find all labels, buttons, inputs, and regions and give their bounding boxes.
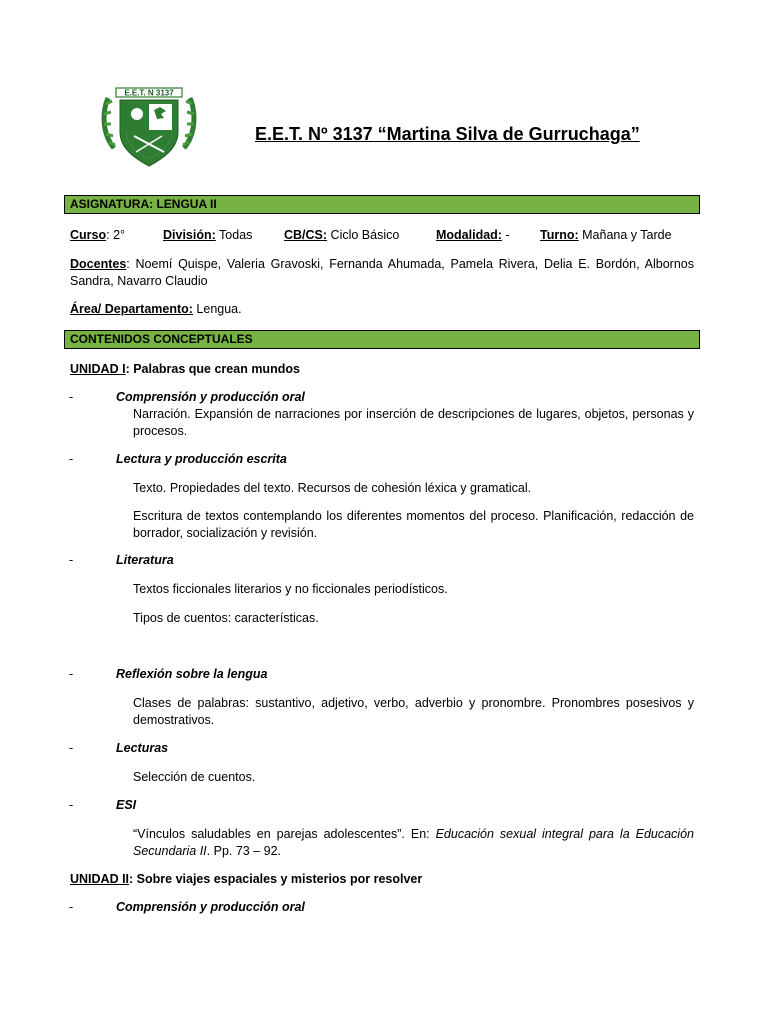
division-value: Todas [215,228,253,242]
section-topic: Comprensión y producción oral [116,390,305,404]
section-topic: Lectura y producción escrita [116,452,287,466]
curso-field [70,228,125,242]
section-dash: - [69,667,74,681]
area-value: Lengua. [192,302,242,316]
curso-label: Curso [70,228,107,242]
section-item: Tipos de cuentos: características. [133,611,319,625]
area-label: Área/ Departamento: [70,302,193,316]
section-topic: Reflexión sobre la lengua [116,667,268,681]
unit-1-heading [70,362,300,376]
subject-bar: ASIGNATURA: LENGUA II [64,195,700,214]
esi-quote: “Vínculos saludables en parejas adolescentes”. En: [133,827,436,841]
unit-2-title: : Sobre viajes espaciales y misterios por resolver [129,872,423,886]
section-dash: - [69,390,74,404]
turno-field [540,228,672,242]
cbcs-field [284,228,399,242]
modalidad-label: Modalidad: [436,228,502,242]
section-dash: - [69,798,74,812]
section-dash: - [69,553,74,567]
contents-bar: CONTENIDOS CONCEPTUALES [64,330,700,349]
section-dash: - [69,741,74,755]
section-item: Selección de cuentos. [133,770,256,784]
docentes-value: : Noemí Quispe, Valeria Gravoski, Fernanda Ahumada, Pamela Rivera, Delia E. Bordón, Albornos Sandra, Navarro Claudio [70,257,694,288]
cbcs-label: CB/CS: [284,228,328,242]
section-dash: - [69,900,74,914]
curso-value: : 2° [106,228,126,242]
division-label: División: [163,228,216,242]
section-item: Texto. Propiedades del texto. Recursos de cohesión léxica y gramatical. [133,481,532,495]
area-paragraph [70,301,694,318]
school-logo [100,82,198,172]
section-dash: - [69,452,74,466]
turno-value: Mañana y Tarde [578,228,672,242]
unit-2-heading [70,872,422,886]
section-item: Narración. Expansión de narraciones por inserción de descripciones de lugares, objetos, personas y procesos. [133,407,694,438]
modalidad-value: - [501,228,510,242]
turno-label: Turno: [540,228,579,242]
division-field [163,228,252,242]
section-item: Textos ficcionales literarios y no ficcionales periodísticos. [133,582,448,596]
docentes-label: Docentes [70,257,127,271]
section-topic: Comprensión y producción oral [116,900,305,914]
docentes-paragraph [70,256,694,290]
unit-1-title: : Palabras que crean mundos [125,362,300,376]
page-title: E.E.T. Nº 3137 “Martina Silva de Gurruchaga” [255,124,640,144]
cbcs-value: Ciclo Básico [327,228,400,242]
esi-pages: . Pp. 73 – 92. [206,844,282,858]
section-topic: Literatura [116,553,174,567]
esi-book-title: Educación sexual integral para la Educación Secundaria II [133,827,694,858]
section-topic: Lecturas [116,741,169,755]
esi-reference [133,826,694,860]
modalidad-field [436,228,510,242]
unit-2-label: UNIDAD II [70,872,130,886]
svg-text:E.E.T. N 3137: E.E.T. N 3137 [124,88,174,98]
section-topic: ESI [116,798,137,812]
unit-1-label: UNIDAD I [70,362,126,376]
section-item: Escritura de textos contemplando los diferentes momentos del proceso. Planificación, redacción de borrador, socialización y revisión. [133,509,694,540]
section-item: Clases de palabras: sustantivo, adjetivo, verbo, adverbio y pronombre. Pronombres posesivos y demostrativos. [133,696,694,727]
